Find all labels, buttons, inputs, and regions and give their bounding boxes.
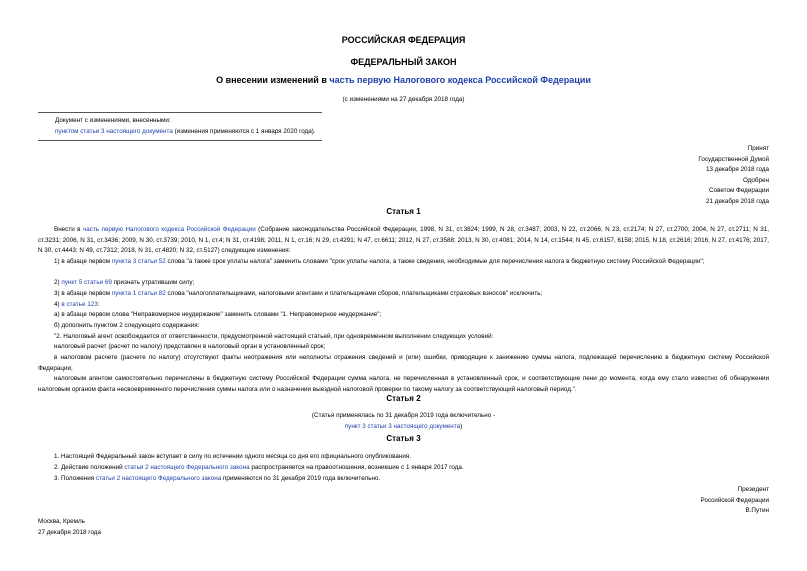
article-3-title: Статья 3 [386,434,421,443]
item-1-text-b: слова "а также срок уплаты налога" заменить словами "срок уплаты налога, а также сведения, необходимые для перечисления налога в бюджетную систему Российской Федерации"; [165,258,705,265]
quoted-clause-3: в налоговом расчете (расчете по налогу) отсутствуют факты неотражения или неполноты отражения сведений и (или) ошибки, приводящие к занижению суммы налога, подлежащей перечислению в бюджетную систему Российской Федерации; [38,354,769,372]
item-3-link[interactable]: пункта 1 статьи 82 [111,290,166,297]
article-1-intro-text-b: (Собрание законодательства Российской Федерации, 1998, N 31, ст.3824; 1999, N 28, ст.3487; 2003, N 22, ст.2066; N 23, ст.2174; N 27, ст.2700; 2004, N 27, ст.2711; N 31, ст.3231; 2006, N 31, ст.3436; 2009, N 30, ст.3739; 2010, N 1, ст.4; N 31, ст.4198; 2011, N 1, ст.16; N 29, ст.4291; N 47, ст.6611; 2012, N 27, ст.3588; 2013, N 30, ст.4081; 2014, N 14, ст.1544; N 45, ст.6157, 6158; 2015, N 18, ст.2616; 2016, N 27, ст.4176; 2017, N 30, ст.4443; N 49, ст.7312; 2018, N 31, ст.4820; N 32, ст.5127) следующие изменения: [38,226,770,255]
place-date-block [38,517,101,538]
signatory-name: В.Путин [745,507,769,514]
adopted-label: Принят [747,145,769,152]
item-4-text-b: : [97,301,100,308]
quoted-clause-2: налоговый расчет (расчет по налогу) представлен в налоговый орган в установленный срок; [54,343,326,350]
signing-date: 27 декабря 2018 года [38,528,101,536]
article-3-item-2-text-a: 2. Действие положений [54,464,125,471]
approved-by: Советом Федерации [709,187,769,194]
article-1-item-2 [54,278,769,289]
signatory-title: Президент [737,486,769,493]
amendments-note-line1: Документ с изменениями, внесенными: [55,117,171,124]
article-1-item-1 [38,257,769,268]
item-1-text-a: 1) в абзаце первом [54,258,112,265]
item-2-text-b: признать утратившим силу; [111,279,195,286]
article-3-item-3-text-a: 3. Положения [54,475,96,482]
signature-block [701,485,769,517]
quoted-clause-1: "2. Налоговый агент освобождается от ответственности, предусмотренной настоящей статьей, при одновременном выполнении следующих условий: [54,333,494,340]
law-title [0,75,807,85]
note-top-rule [38,112,322,113]
article-1-intro [38,225,769,257]
article-1-item-3 [54,289,769,300]
article-1-item-4a: а) в абзаце первом слова "Неправомерное неудержание" заменить словами "1. Неправомерное неудержание"; [54,311,382,318]
amendments-note-line2 [55,127,316,138]
country-heading: РОССИЙСКАЯ ФЕДЕРАЦИЯ [341,35,466,45]
article-3-item-2-link[interactable]: статьи 2 настоящего Федерального закона [124,464,250,471]
article-2-note-line2 [0,423,807,430]
article-3-item-3 [54,474,769,485]
article-3-item-1: 1. Настоящий Федеральный закон вступает в силу по истечении одного месяца со дня его официального опубликования. [54,453,412,460]
approved-label: Одобрен [742,176,769,184]
article-1-intro-link[interactable]: часть первую Налогового кодекса Российской Федерации [82,226,256,233]
note-bottom-rule [38,140,322,141]
adopted-by: Государственной Думой [698,155,769,163]
article-3-item-2 [54,463,769,474]
item-2-link[interactable]: пункт 5 статьи 69 [61,279,112,286]
article-1-item-4b: б) дополнить пунктом 2 следующего содержания: [54,322,200,329]
law-title-link[interactable]: часть первую Налогового кодекса Российской Федерации [329,75,591,85]
item-4-link[interactable]: в статье 123 [61,301,98,308]
signing-place: Москва, Кремль [38,518,85,525]
adopted-date: 13 декабря 2018 года [706,166,769,173]
article-3-item-3-link[interactable]: статьи 2 настоящего Федерального закона [95,475,222,482]
amendments-note [55,116,316,137]
article-2-title: Статья 2 [386,394,421,403]
article-3-item-3-text-b: применяются по 31 декабря 2019 года включительно. [221,475,381,482]
article-2-note-line1: (Статья применялась по 31 декабря 2019 года включительно - [311,412,496,419]
amendments-note-rest: (изменения применяются с 1 января 2020 года). [172,127,316,135]
item-4-text-a: 4) [54,301,62,308]
law-title-prefix: О внесении изменений в [216,75,330,85]
article-2-note-close: ) [460,423,463,430]
law-type-heading: ФЕДЕРАЛЬНЫЙ ЗАКОН [350,57,457,67]
item-3-text-b: слова "налогоплательщиками, налоговыми агентами и плательщиками сборов, плательщиками страховых взносов" исключить; [165,290,543,297]
article-1-title: Статья 1 [386,207,421,216]
quoted-clause-4: налоговым агентом самостоятельно перечислены в бюджетную систему Российской Федерации сумма налога, не перечисленная в установленный срок, и соответствующие пени до момента, когда ему стало известно об обнаружении налоговым органом факта несвоевременного перечисления суммы налога или о назначении выездной налоговой проверки по такому налогу за соответствующий налоговый период.". [38,375,769,393]
article-2-note-link[interactable]: пункт 3 статьи 3 настоящего документа [344,423,461,430]
item-2-text-a: 2) [54,279,62,286]
approved-date: 21 декабря 2018 года [706,197,769,205]
changes-note: (с изменениями на 27 декабря 2018 года) [342,96,465,103]
article-1-intro-text-a: Внести в [54,226,83,233]
amendments-note-link[interactable]: пунктом статьи 3 настоящего документа [55,127,173,135]
signatory-country: Российской Федерации [700,496,769,504]
adoption-block [698,144,769,207]
article-3-item-2-text-b: распространяется на правоотношения, возникшие с 1 января 2017 года. [249,464,464,471]
item-1-link[interactable]: пункта 3 статьи 52 [111,258,166,265]
item-3-text-a: 3) в абзаце первом [54,290,112,297]
